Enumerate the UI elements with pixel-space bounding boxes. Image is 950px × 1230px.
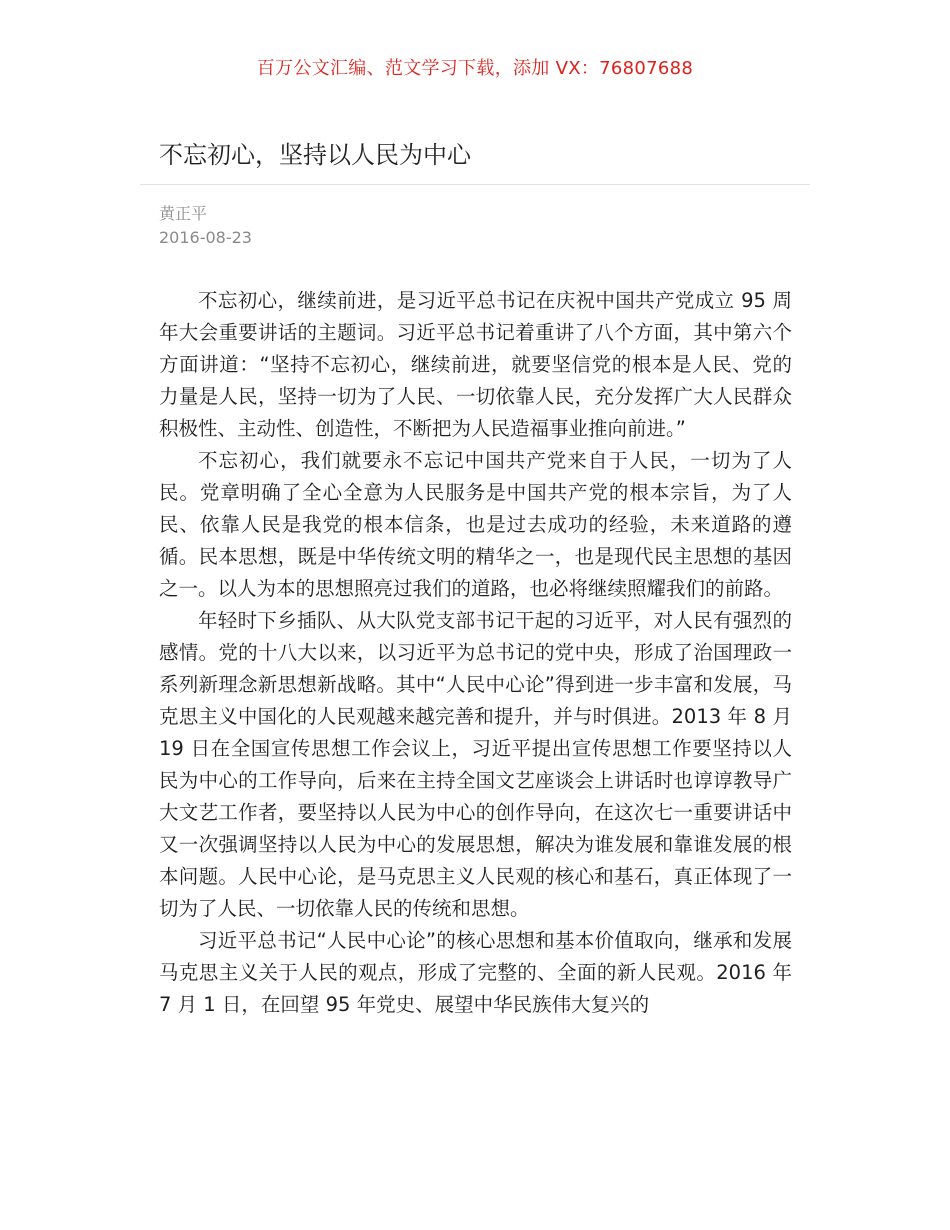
- paragraph: 不忘初心，继续前进，是习近平总书记在庆祝中国共产党成立 95 周年大会重要讲话的主题词。习近平总书记着重讲了八个方面，其中第六个方面讲道：“坚持不忘初心，继续前进，就要坚信党的根本是人民、党的力量是人民，坚持一切为了人民、一切依靠人民，充分发挥广大人民群众积极性、主动性、创造性，不断把为人民造福事业推向前进。”: [159, 289, 792, 440]
- paragraph: 年轻时下乡插队、从大队党支部书记干起的习近平，对人民有强烈的感情。党的十八大以来，以习近平为总书记的党中央，形成了治国理政一系列新理念新思想新战略。其中“人民中心论”得到进一步丰富和发展，马克思主义中国化的人民观越来越完善和提升，并与时俱进。2013 年 8 月 19 日在全国宣传思想工作会议上，习近平提出宣传思想工作要坚持以人民为中心的工作导向，后来在主持全国文艺座谈会上讲话时也谆谆教导广大文艺工作者，要坚持以人民为中心的创作导向，在这次七一重要讲话中又一次强调坚持以人民为中心的发展思想，解决为谁发展和靠谁发展的根本问题。人民中心论，是马克思主义人民观的核心和基石，真正体现了一切为了人民、一切依靠人民的传统和思想。: [159, 609, 792, 920]
- title-divider: [140, 184, 810, 185]
- paragraph: 不忘初心，我们就要永不忘记中国共产党来自于人民，一切为了人民。党章明确了全心全意为人民服务是中国共产党的根本宗旨，为了人民、依靠人民是我党的根本信条，也是过去成功的经验，未来道路的遵循。民本思想，既是中华传统文明的精华之一，也是现代民主思想的基因之一。以人为本的思想照亮过我们的道路，也必将继续照耀我们的前路。: [159, 449, 792, 600]
- article-date: 2016-08-23: [159, 228, 252, 247]
- article-author: 黄正平: [159, 204, 208, 223]
- article-title: 不忘初心，坚持以人民为中心: [159, 141, 471, 169]
- article-body: [159, 285, 792, 1021]
- promo-banner: 百万公文汇编、范文学习下载，添加 VX：76807688: [256, 58, 694, 79]
- paragraph: 习近平总书记“人民中心论”的核心思想和基本价值取向，继承和发展马克思主义关于人民的观点，形成了完整的、全面的新人民观。2016 年 7 月 1 日，在回望 95 年党史、展望中华民族伟大复兴的: [159, 929, 792, 1016]
- article-meta: [159, 202, 252, 250]
